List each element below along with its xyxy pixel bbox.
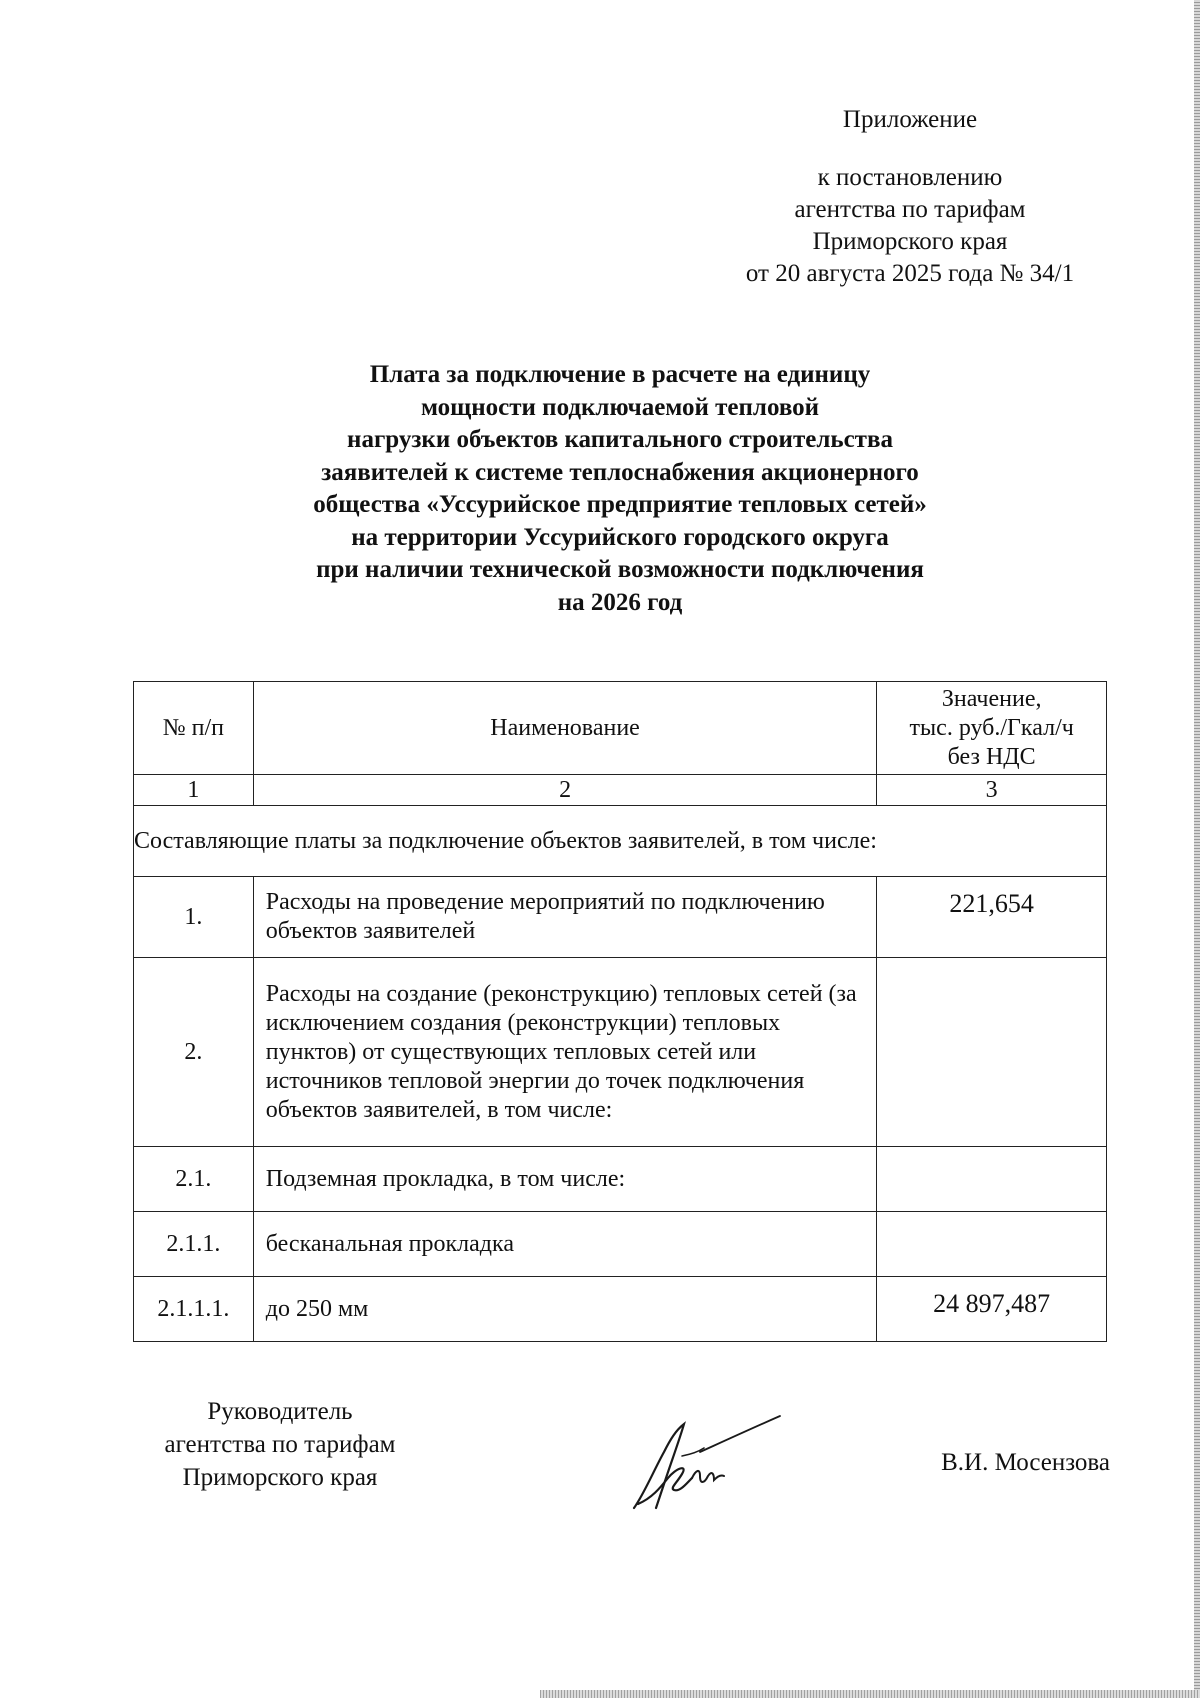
signer-title-line: Руководитель (207, 1398, 353, 1425)
header-number: № п/п (134, 682, 254, 775)
appendix-title: Приложение (842, 106, 978, 133)
signer-title-line: агентства по тарифам (164, 1431, 396, 1458)
scan-edge-right (1194, 0, 1200, 1698)
title-line: при наличии технической возможности подключения (316, 556, 924, 583)
row-number: 2.1. (134, 1147, 254, 1212)
row-number: 2.1.1.1. (134, 1277, 254, 1342)
row-number: 1. (134, 877, 254, 958)
header-value-line: тыс. руб./Гкал/ч (909, 714, 1074, 741)
table-row (134, 958, 1107, 1147)
column-index: 2 (253, 775, 877, 806)
row-value (877, 958, 1107, 1147)
table-row (134, 1212, 1107, 1277)
section-heading: Составляющие платы за подключение объектов заявителей, в том числе: (134, 806, 1107, 877)
appendix-reference (700, 162, 1120, 290)
column-index: 3 (877, 775, 1107, 806)
row-value (877, 1212, 1107, 1277)
appendix-line: Приморского края (812, 228, 1008, 255)
column-index-row (134, 775, 1107, 806)
title-line: нагрузки объектов капитального строительства (347, 426, 893, 453)
column-index: 1 (134, 775, 254, 806)
row-name: Расходы на проведение мероприятий по подключению объектов заявителей (253, 877, 877, 958)
appendix-line: агентства по тарифам (794, 196, 1026, 223)
header-value-line: Значение, (941, 685, 1042, 712)
table-row (134, 1147, 1107, 1212)
title-line: общества «Уссурийское предприятие тепловых сетей» (313, 491, 927, 518)
row-number: 2.1.1. (134, 1212, 254, 1277)
row-name: до 250 мм (253, 1277, 877, 1342)
signer-title (130, 1395, 430, 1494)
row-value: 221,654 (877, 877, 1107, 958)
handwritten-signature (630, 1408, 790, 1518)
title-line: мощности подключаемой тепловой (420, 393, 820, 421)
title-line: Плата за подключение в расчете на единицу (369, 361, 871, 388)
title-line: на 2026 год (557, 588, 683, 616)
row-name: бесканальная прокладка (253, 1212, 877, 1277)
table-row (134, 1277, 1107, 1342)
tariff-table (133, 681, 1107, 1342)
signer-name: В.И. Мосензова (941, 1449, 1110, 1476)
document-title (200, 359, 1040, 619)
title-line: на территории Уссурийского городского округа (351, 523, 889, 551)
scan-edge-bottom (540, 1690, 1200, 1698)
header-name: Наименование (253, 682, 877, 775)
row-value: 24 897,487 (877, 1277, 1107, 1342)
row-name: Расходы на создание (реконструкцию) тепловых сетей (за исключением создания (реконструкции) тепловых пунктов) от существующих тепловых сетей или источников тепловой энергии до точек подключения объектов заявителей, в том числе: (253, 958, 877, 1147)
section-row (134, 806, 1107, 877)
appendix-date-number: от 20 августа 2025 года № 34/1 (745, 260, 1075, 287)
signer-title-line: Приморского края (182, 1464, 378, 1491)
appendix-line: к постановлению (817, 164, 1003, 191)
header-value-line: без НДС (947, 743, 1036, 770)
row-value (877, 1147, 1107, 1212)
row-number: 2. (134, 958, 254, 1147)
header-value (877, 682, 1107, 775)
row-name: Подземная прокладка, в том числе: (253, 1147, 877, 1212)
title-line: заявителей к системе теплоснабжения акционерного (321, 458, 919, 486)
table-header-row (134, 682, 1107, 775)
table-row (134, 877, 1107, 958)
